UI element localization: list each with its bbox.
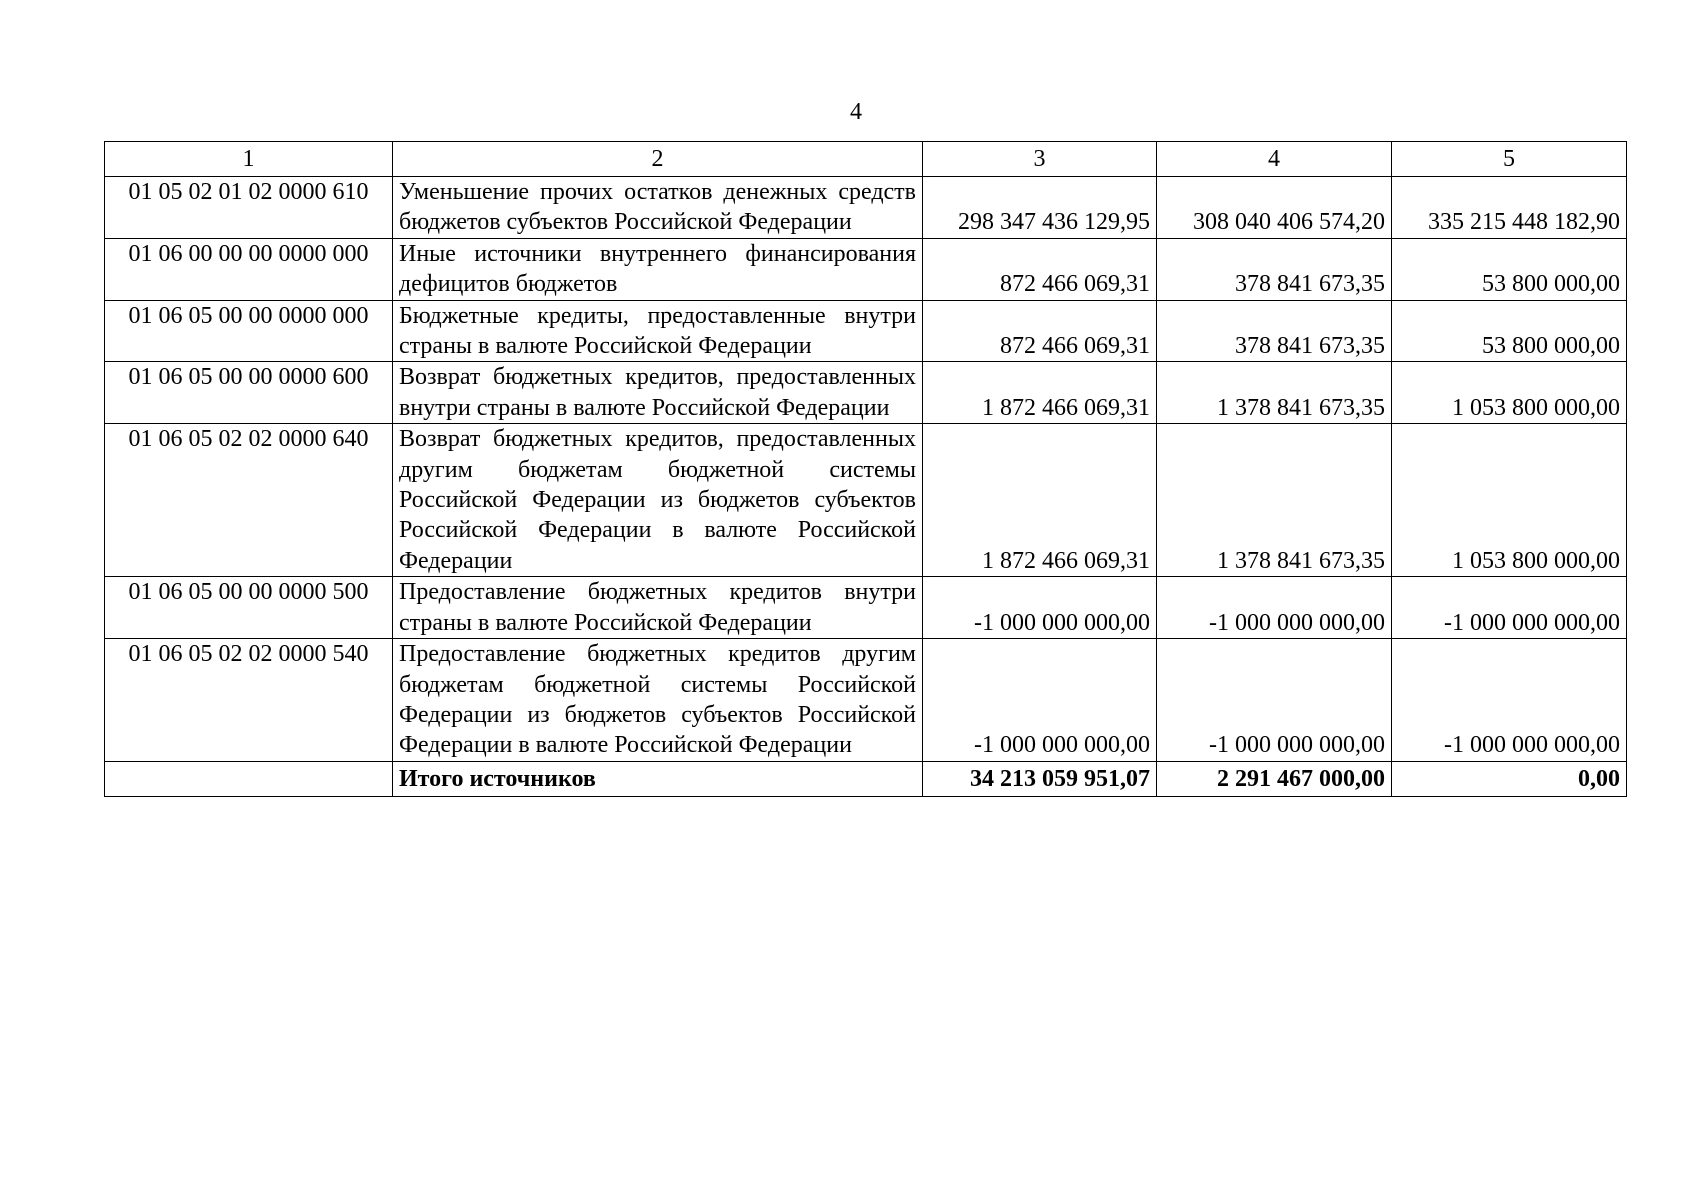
column-header-5: 5 xyxy=(1392,142,1627,177)
column-header-2: 2 xyxy=(393,142,923,177)
row-code: 01 06 00 00 00 0000 000 xyxy=(105,238,393,300)
row-code: 01 06 05 00 00 0000 600 xyxy=(105,362,393,424)
page-number: 4 xyxy=(850,99,862,125)
row-value-col3: -1 000 000 000,00 xyxy=(923,577,1157,639)
table-row xyxy=(105,177,1627,239)
total-code-empty xyxy=(105,761,393,796)
row-value-col4: 1 378 841 673,35 xyxy=(1157,362,1392,424)
table-header-row xyxy=(105,142,1627,177)
row-name: Уменьшение прочих остатков денежных средств бюджетов субъектов Российской Федерации xyxy=(393,177,923,239)
row-value-col5: 53 800 000,00 xyxy=(1392,300,1627,362)
row-value-col4: -1 000 000 000,00 xyxy=(1157,639,1392,762)
row-value-col5: -1 000 000 000,00 xyxy=(1392,577,1627,639)
row-value-col4: 378 841 673,35 xyxy=(1157,300,1392,362)
row-code: 01 06 05 00 00 0000 500 xyxy=(105,577,393,639)
row-value-col3: -1 000 000 000,00 xyxy=(923,639,1157,762)
total-row xyxy=(105,761,1627,796)
row-value-col3: 1 872 466 069,31 xyxy=(923,362,1157,424)
row-value-col3: 298 347 436 129,95 xyxy=(923,177,1157,239)
row-value-col5: -1 000 000 000,00 xyxy=(1392,639,1627,762)
row-value-col4: 378 841 673,35 xyxy=(1157,238,1392,300)
row-value-col4: -1 000 000 000,00 xyxy=(1157,577,1392,639)
row-value-col3: 1 872 466 069,31 xyxy=(923,424,1157,577)
table-row xyxy=(105,639,1627,762)
row-name: Возврат бюджетных кредитов, предоставленных другим бюджетам бюджетной системы Российской Федерации из бюджетов субъектов Российской Федерации в валюте Российской Федерации xyxy=(393,424,923,577)
row-name: Иные источники внутреннего финансирования дефицитов бюджетов xyxy=(393,238,923,300)
row-code: 01 05 02 01 02 0000 610 xyxy=(105,177,393,239)
row-code: 01 06 05 02 02 0000 640 xyxy=(105,424,393,577)
total-label: Итого источников xyxy=(393,761,923,796)
budget-sources-table xyxy=(104,141,1627,797)
table-row xyxy=(105,238,1627,300)
row-code: 01 06 05 02 02 0000 540 xyxy=(105,639,393,762)
row-name: Возврат бюджетных кредитов, предоставленных внутри страны в валюте Российской Федерации xyxy=(393,362,923,424)
row-code: 01 06 05 00 00 0000 000 xyxy=(105,300,393,362)
row-value-col5: 1 053 800 000,00 xyxy=(1392,424,1627,577)
table-row xyxy=(105,362,1627,424)
total-value-col5: 0,00 xyxy=(1392,761,1627,796)
table-row xyxy=(105,424,1627,577)
row-value-col5: 53 800 000,00 xyxy=(1392,238,1627,300)
table-row xyxy=(105,577,1627,639)
column-header-4: 4 xyxy=(1157,142,1392,177)
row-value-col5: 335 215 448 182,90 xyxy=(1392,177,1627,239)
row-value-col4: 1 378 841 673,35 xyxy=(1157,424,1392,577)
row-name: Бюджетные кредиты, предоставленные внутри страны в валюте Российской Федерации xyxy=(393,300,923,362)
row-value-col3: 872 466 069,31 xyxy=(923,300,1157,362)
total-value-col3: 34 213 059 951,07 xyxy=(923,761,1157,796)
row-name: Предоставление бюджетных кредитов внутри страны в валюте Российской Федерации xyxy=(393,577,923,639)
total-value-col4: 2 291 467 000,00 xyxy=(1157,761,1392,796)
row-value-col3: 872 466 069,31 xyxy=(923,238,1157,300)
table-row xyxy=(105,300,1627,362)
column-header-3: 3 xyxy=(923,142,1157,177)
row-name: Предоставление бюджетных кредитов другим бюджетам бюджетной системы Российской Федерации из бюджетов субъектов Российской Федерации в валюте Российской Федерации xyxy=(393,639,923,762)
row-value-col4: 308 040 406 574,20 xyxy=(1157,177,1392,239)
row-value-col5: 1 053 800 000,00 xyxy=(1392,362,1627,424)
column-header-1: 1 xyxy=(105,142,393,177)
